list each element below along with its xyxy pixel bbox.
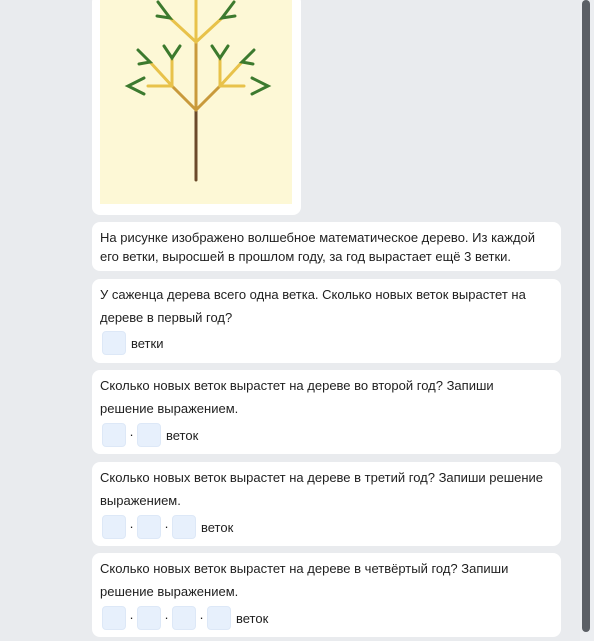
multiply-sign: · xyxy=(164,519,169,534)
question-card-4 xyxy=(92,553,561,637)
multiply-sign: · xyxy=(199,610,204,625)
question-text: Сколько новых веток вырастет на дереве в третий год? Запиши решение выражением. xyxy=(100,470,544,508)
multiply-sign: · xyxy=(129,610,134,625)
question-card-3 xyxy=(92,462,561,546)
unit-label: веток xyxy=(236,610,269,626)
unit-label: веток xyxy=(166,427,199,443)
question-card-1 xyxy=(92,279,561,363)
multiply-sign: · xyxy=(129,427,134,442)
answer-input[interactable] xyxy=(102,515,126,539)
magic-tree-illustration xyxy=(100,0,292,204)
answer-row xyxy=(102,331,163,355)
question-card-2 xyxy=(92,370,561,454)
tree-image-card xyxy=(92,0,301,215)
tree-svg xyxy=(100,0,292,204)
question-text: У саженца дерева всего одна ветка. Сколько новых веток вырастет на дереве в первый год? xyxy=(100,287,526,325)
answer-input[interactable] xyxy=(137,606,161,630)
multiply-sign: · xyxy=(164,610,169,625)
unit-label: ветки xyxy=(131,335,164,351)
answer-input[interactable] xyxy=(102,423,126,447)
multiply-sign: · xyxy=(129,519,134,534)
unit-label: веток xyxy=(201,519,234,535)
answer-input[interactable] xyxy=(102,331,126,355)
answer-input[interactable] xyxy=(102,606,126,630)
scrollbar-thumb[interactable] xyxy=(582,0,590,632)
answer-row xyxy=(102,423,198,447)
intro-text: На рисунке изображено волшебное математическое дерево. Из каждой его ветки, выросшей в прошлом году, за год вырастает ещё 3 ветки. xyxy=(100,230,536,264)
answer-input[interactable] xyxy=(137,423,161,447)
question-text: Сколько новых веток вырастет на дереве во второй год? Запиши решение выражением. xyxy=(100,378,494,416)
scrollbar[interactable] xyxy=(580,0,594,641)
answer-input[interactable] xyxy=(207,606,231,630)
intro-card xyxy=(92,222,561,271)
answer-row xyxy=(102,515,233,539)
answer-input[interactable] xyxy=(172,606,196,630)
answer-row xyxy=(102,606,268,630)
question-text: Сколько новых веток вырастет на дереве в четвёртый год? Запиши решение выражением. xyxy=(100,561,509,599)
answer-input[interactable] xyxy=(172,515,196,539)
answer-input[interactable] xyxy=(137,515,161,539)
